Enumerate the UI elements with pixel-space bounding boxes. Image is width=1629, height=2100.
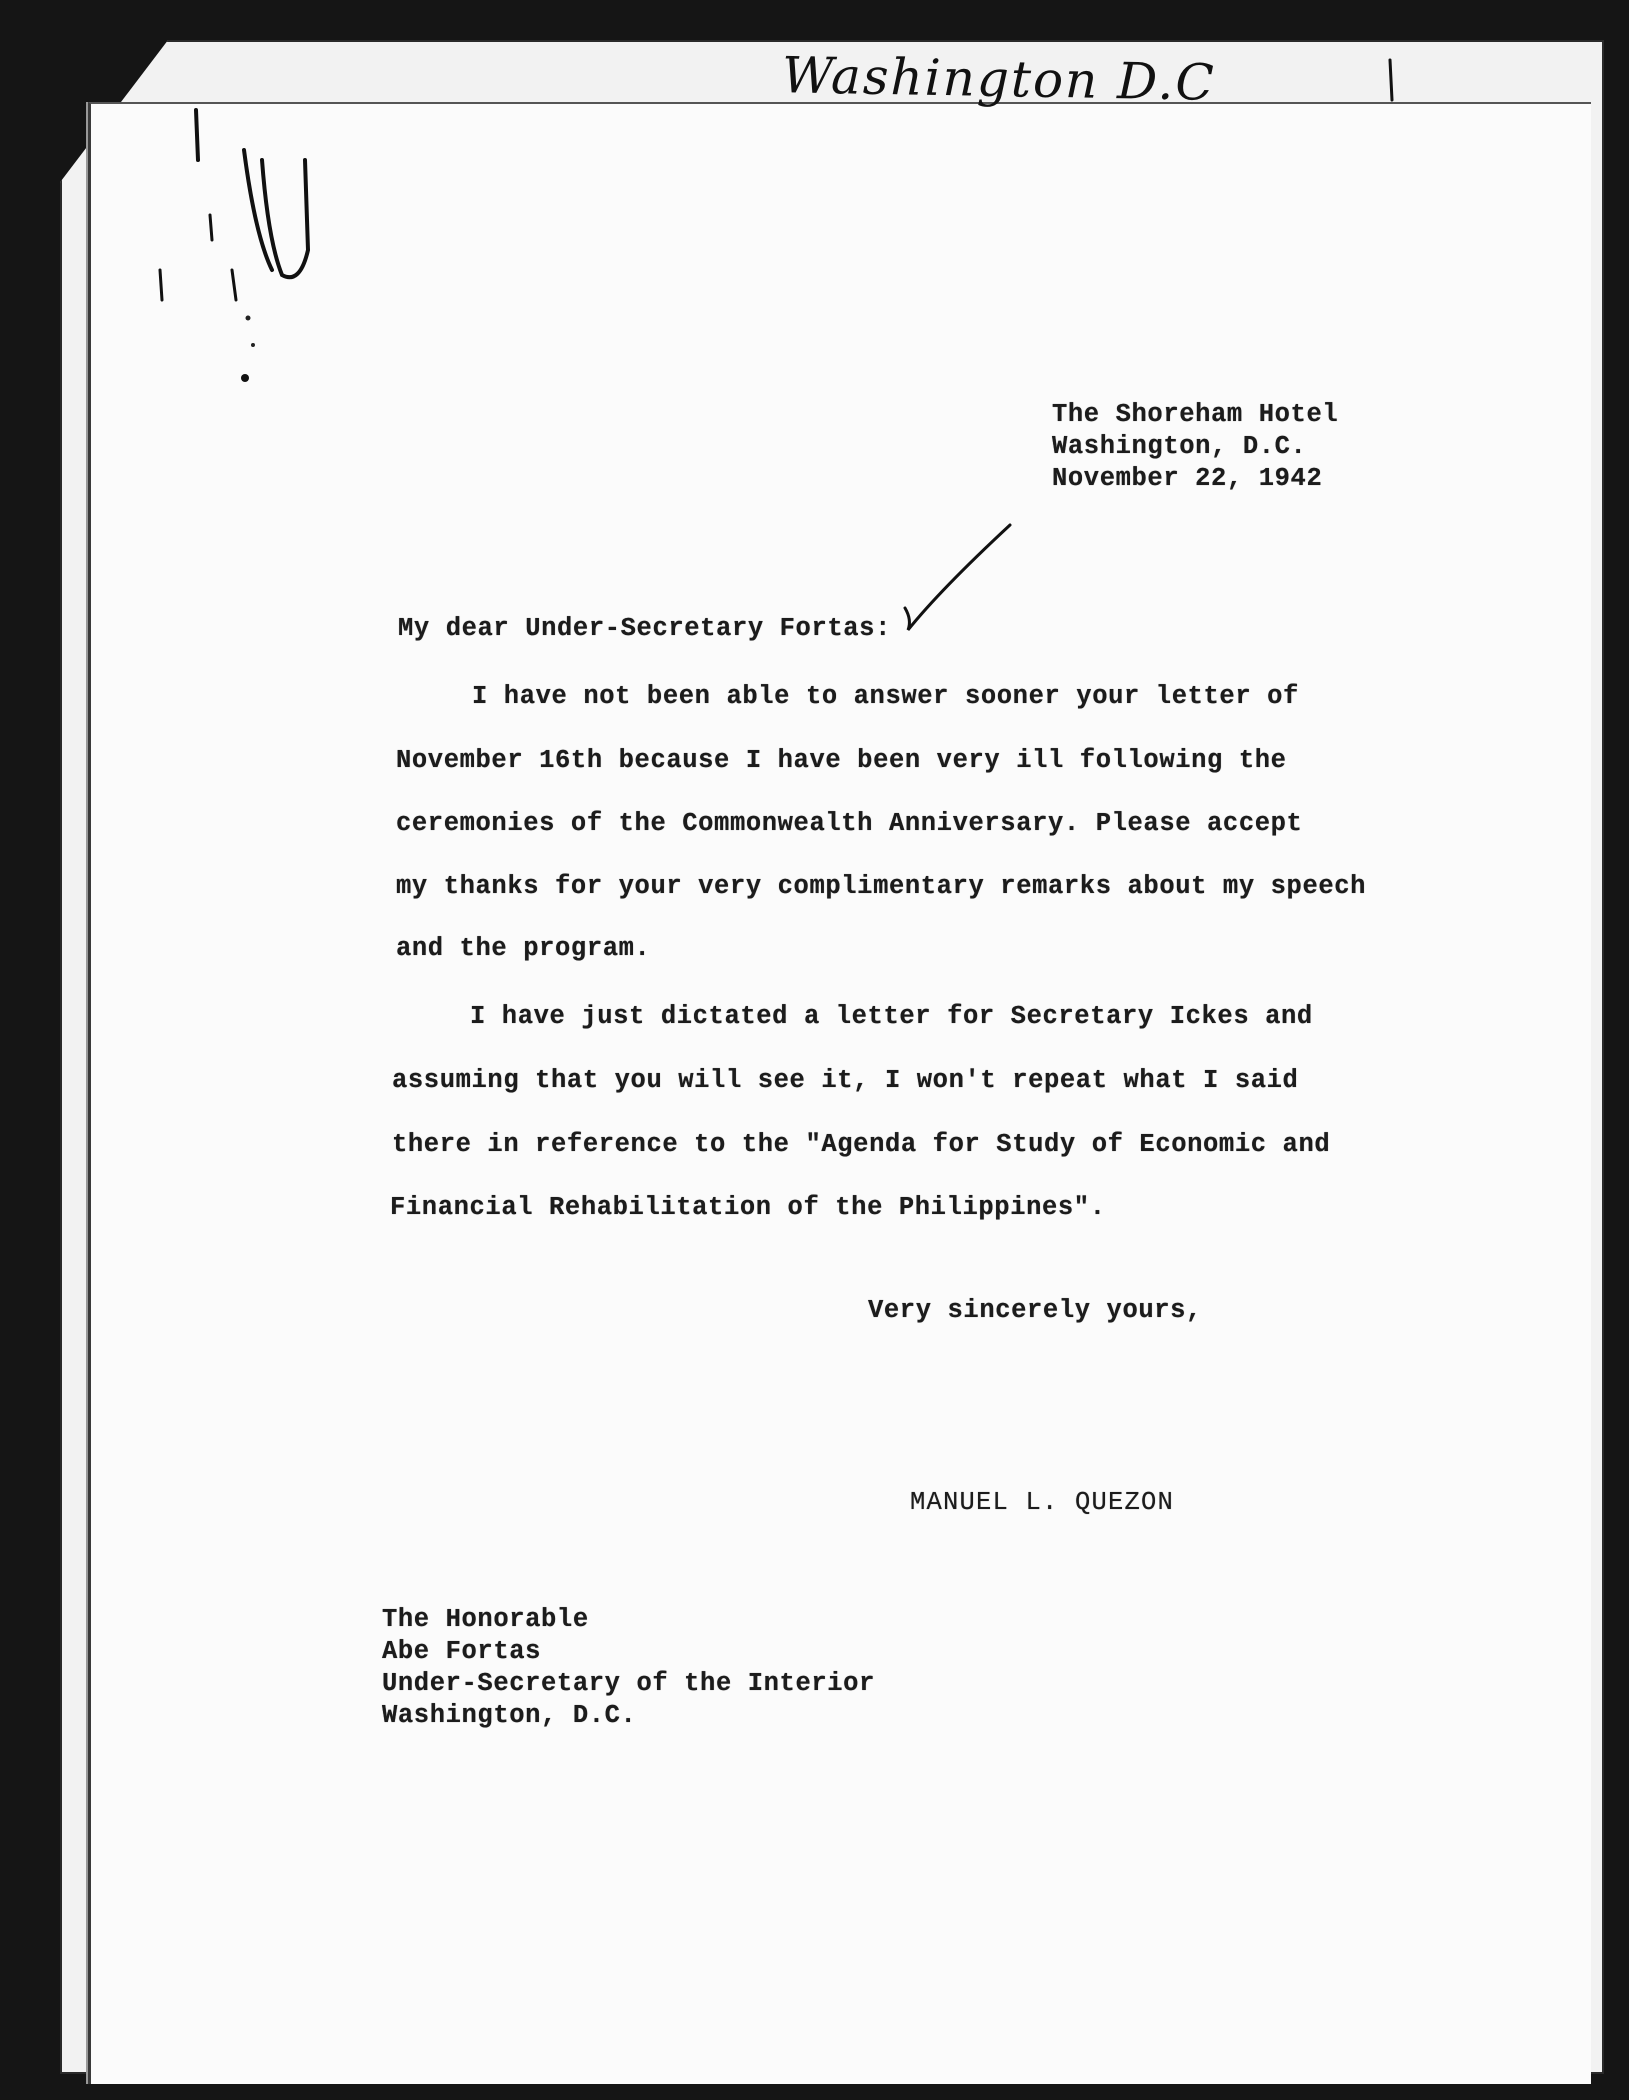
paragraph-1-line: I have not been able to answer sooner your letter of [472, 682, 1299, 711]
signature-name: MANUEL L. QUEZON [910, 1488, 1175, 1517]
check-mark [905, 525, 1010, 630]
hotel-name: The Shoreham Hotel [1052, 400, 1339, 429]
pen-stroke [160, 270, 162, 300]
recipient-line: Washington, D.C. [382, 1701, 637, 1730]
pen-stroke [232, 270, 236, 300]
pen-stroke [210, 215, 212, 240]
recipient-line: Under-Secretary of the Interior [382, 1669, 875, 1698]
pen-stroke [196, 110, 198, 160]
letter-date: November 22, 1942 [1052, 464, 1323, 493]
paragraph-2-line: assuming that you will see it, I won't repeat what I said [392, 1066, 1299, 1095]
pen-stroke [1390, 60, 1392, 100]
salutation: My dear Under-Secretary Fortas: [398, 614, 891, 643]
paragraph-2-line: there in reference to the "Agenda for Study of Economic and [392, 1130, 1331, 1159]
paragraph-1-line: and the program. [396, 934, 651, 963]
paragraph-1-line: ceremonies of the Commonwealth Anniversary. Please accept [396, 809, 1303, 838]
ink-dot [251, 343, 255, 347]
ink-dot [241, 374, 249, 382]
paragraph-2-line: I have just dictated a letter for Secretary Ickes and [470, 1002, 1313, 1031]
recipient-line: The Honorable [382, 1605, 589, 1634]
paragraph-1-line: November 16th because I have been very ill following the [396, 746, 1287, 775]
paragraph-2-line: Financial Rehabilitation of the Philippines". [390, 1193, 1106, 1222]
paragraph-1-line: my thanks for your very complimentary remarks about my speech [396, 872, 1367, 901]
ink-dot [246, 316, 251, 321]
handwritten-location-note: Washington D.C [781, 46, 1217, 112]
sender-city: Washington, D.C. [1052, 432, 1307, 461]
recipient-line: Abe Fortas [382, 1637, 542, 1666]
closing: Very sincerely yours, [868, 1296, 1202, 1325]
